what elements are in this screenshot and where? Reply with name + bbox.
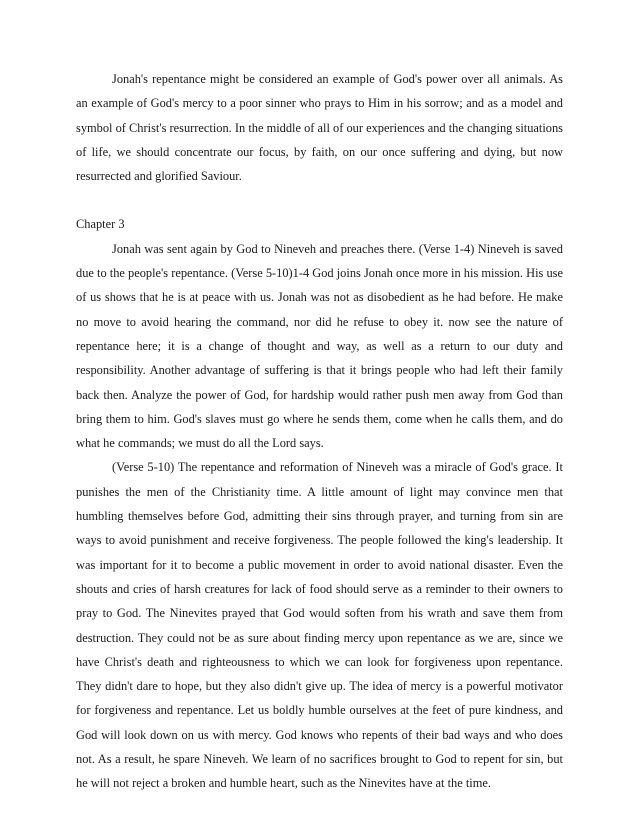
paragraph-jonah-repentance: Jonah's repentance might be considered an example of God's power over all animals. As an example of God's mercy to a poor sinner who prays to Him in his sorrow; and as a model and symbol of Christ's resurrection. In the middle of all of our experiences and the changing situations of life, we should concentrate our focus, by faith, on our once suffering and dying, but now resurrected and glorified Saviour. xyxy=(76,72,563,184)
chapter-heading: Chapter 3 xyxy=(76,217,125,232)
paragraph-jonah-sent-to-nineveh: Jonah was sent again by God to Nineveh and preaches there. (Verse 1-4) Nineveh is saved due to the people's repentance. (Verse 5-10)1-4 God joins Jonah once more in his mission. His use of us shows that he is at peace with us. Jonah was not as disobedient as he had before. He make no move to avoid hearing the command, nor did he refuse to obey it. now see the nature of repentance here; it is a change of thought and way, as well as a return to our duty and responsibility. Another advantage of suffering is that it brings people who had left their family back then. Analyze the power of God, for hardship would rather push men away from God than bring them to him. God's slaves must go where he sends them, come when he calls them, and do what he commands; we must do all the Lord says. xyxy=(76,241,563,451)
paragraph-nineveh-reformation: (Verse 5-10) The repentance and reformation of Nineveh was a miracle of God's grace. It punishes the men of the Christianity time. A little amount of light may convince men that humbling themselves before God, admitting their sins through prayer, and turning from sin are ways to avoid punishment and receive forgiveness. The people followed the king's leadership. It was important for it to become a public movement in order to avoid national disaster. Even the shouts and cries of harsh creatures for lack of food should serve as a reminder to their owners to pray to God. The Ninevites prayed that God would soften from his wrath and save them from destruction. They could not be as sure about finding mercy upon repentance as we are, since we have Christ's death and righteousness to which we can look for forgiveness upon repentance. They didn't dare to hope, but they also didn't give up. The idea of mercy is a powerful motivator for forgiveness and repentance. Let us boldly humble ourselves at the feet of pure kindness, and God will look down on us with mercy. God knows who repents of their bad ways and who does not. As a result, he spare Nineveh. We learn of no sacrifices brought to God to repent for sin, but he will not reject a broken and humble heart, such as the Ninevites have at the time. xyxy=(76,460,563,791)
document-page xyxy=(76,67,563,796)
